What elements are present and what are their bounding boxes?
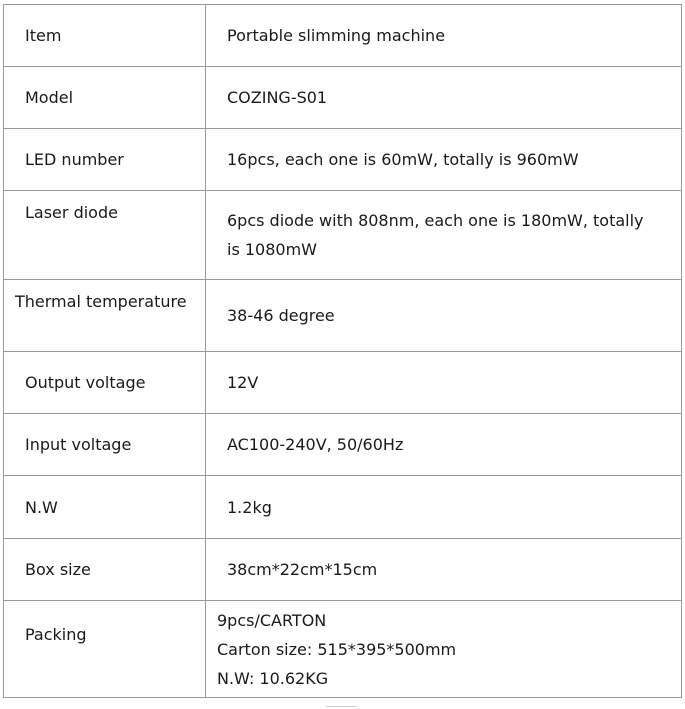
row-label: N.W: [4, 476, 206, 539]
table-row-led-number: [4, 129, 682, 191]
row-value: 16pcs, each one is 60mW, totally is 960mW: [206, 129, 682, 191]
row-label: Output voltage: [4, 352, 206, 414]
value-line: is 1080mW: [227, 240, 317, 259]
table-row-nw: [4, 476, 682, 539]
value-line: 9pcs/CARTON: [217, 610, 327, 630]
row-value: AC100-240V, 50/60Hz: [206, 414, 682, 476]
divider: [326, 706, 357, 707]
row-value: 12V: [206, 352, 682, 414]
row-value: 1.2kg: [206, 476, 682, 539]
row-label: Laser diode: [4, 191, 206, 280]
row-label: Box size: [4, 539, 206, 601]
value-line: 6pcs diode with 808nm, each one is 180mW, totally: [227, 211, 644, 230]
table-row-output-voltage: [4, 352, 682, 414]
table-row-model: [4, 67, 682, 129]
row-value: [206, 191, 682, 280]
row-label: Input voltage: [4, 414, 206, 476]
row-value: COZING-S01: [206, 67, 682, 129]
row-label: Item: [4, 5, 206, 67]
table-row-thermal-temperature: [4, 280, 682, 352]
value-line: Carton size: 515*395*500mm: [217, 639, 457, 659]
row-value: Portable slimming machine: [206, 5, 682, 67]
row-value: 38-46 degree: [206, 280, 682, 352]
row-value: 38cm*22cm*15cm: [206, 539, 682, 601]
spec-table: [3, 4, 682, 698]
table-row-packing: [4, 601, 682, 698]
row-label: LED number: [4, 129, 206, 191]
row-value: [206, 601, 682, 698]
row-label: Model: [4, 67, 206, 129]
table-row-laser-diode: [4, 191, 682, 280]
row-label: Packing: [4, 601, 206, 698]
table-row-item: [4, 5, 682, 67]
value-line: N.W: 10.62KG: [217, 668, 329, 688]
row-label: Thermal temperature: [4, 280, 206, 352]
table-row-box-size: [4, 539, 682, 601]
table-row-input-voltage: [4, 414, 682, 476]
